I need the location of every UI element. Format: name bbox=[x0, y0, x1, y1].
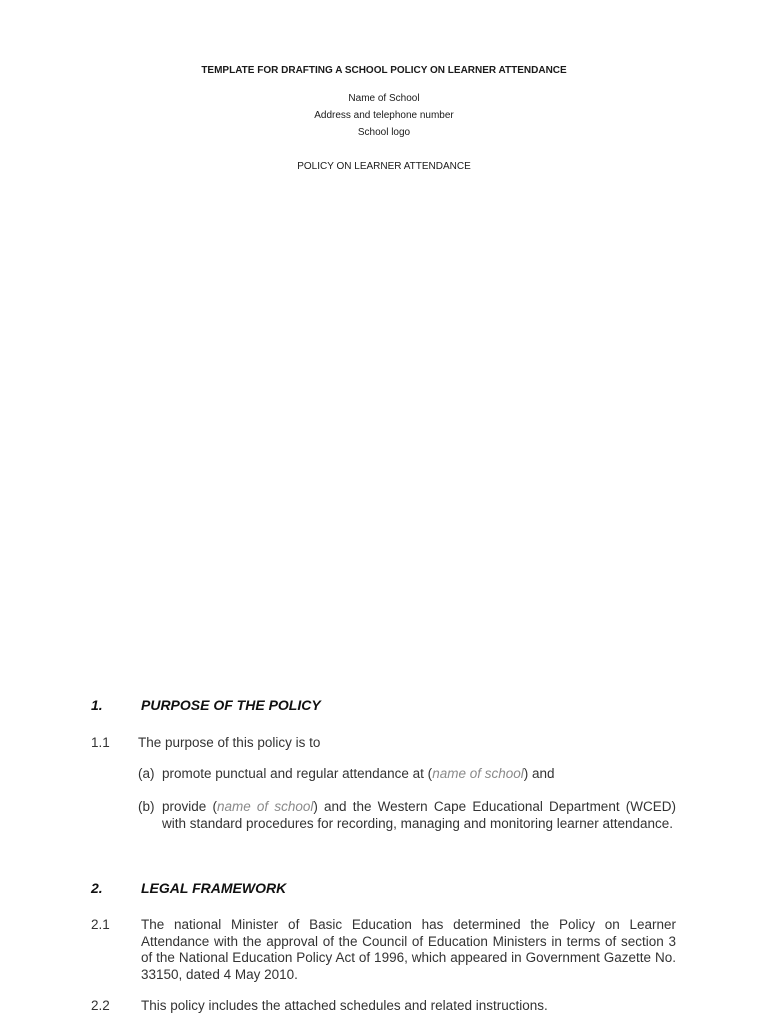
item-a-label: (a) bbox=[138, 766, 155, 781]
policy-title: POLICY ON LEARNER ATTENDANCE bbox=[297, 161, 471, 172]
item-a-text-after: ) and bbox=[523, 766, 555, 781]
item-1-1-number: 1.1 bbox=[91, 735, 110, 750]
item-1-1-text: The purpose of this policy is to bbox=[138, 735, 321, 750]
item-b-label: (b) bbox=[138, 799, 155, 814]
item-2-1-number: 2.1 bbox=[91, 917, 110, 932]
section-2-number: 2. bbox=[91, 880, 103, 896]
address-line: Address and telephone number bbox=[314, 110, 454, 121]
item-a-text bbox=[162, 766, 682, 783]
item-b-text-after: ) and the Western Cape Educational Department (WCED) with standard procedures for recording, managing and monitoring learner attendance. bbox=[162, 799, 676, 831]
section-1-title: PURPOSE OF THE POLICY bbox=[141, 697, 321, 713]
item-b-text-before: provide ( bbox=[162, 799, 217, 814]
item-2-1-text: The national Minister of Basic Education has determined the Policy on Learner Attendance with the approval of the Council of Education Ministers in terms of section 3 of the National Education Policy Act of 1996, which appeared in Government Gazette No. 33150, dated 4 May 2010. bbox=[141, 917, 676, 982]
item-b-placeholder: name of school bbox=[216, 799, 314, 814]
school-name: Name of School bbox=[348, 93, 420, 104]
item-2-2-text: This policy includes the attached schedules and related instructions. bbox=[141, 998, 548, 1013]
section-2-title: LEGAL FRAMEWORK bbox=[141, 880, 287, 896]
item-a-placeholder: name of school bbox=[432, 766, 524, 781]
section-1-number: 1. bbox=[91, 697, 103, 713]
template-title: TEMPLATE FOR DRAFTING A SCHOOL POLICY ON LEARNER ATTENDANCE bbox=[201, 65, 567, 76]
logo-line: School logo bbox=[357, 127, 411, 138]
item-2-2-number: 2.2 bbox=[91, 998, 110, 1013]
item-b-text bbox=[162, 799, 676, 832]
item-a-text-before: promote punctual and regular attendance at ( bbox=[162, 766, 433, 781]
